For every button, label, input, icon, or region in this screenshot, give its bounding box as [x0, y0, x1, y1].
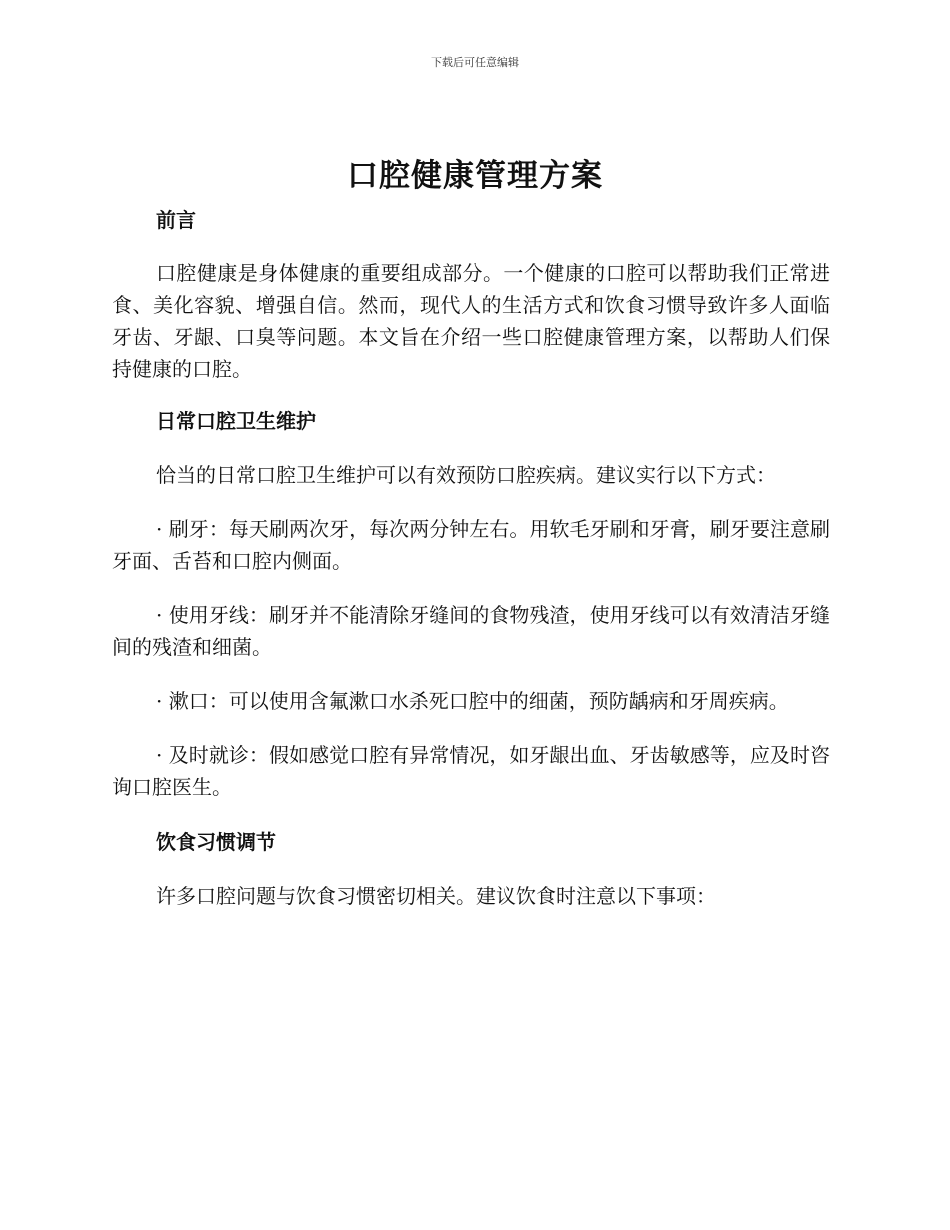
section-heading-daily-hygiene: 日常口腔卫生维护	[156, 409, 316, 433]
diet-intro: 许多口腔问题与饮食习惯密切相关。建议饮食时注意以下事项：	[156, 884, 716, 908]
section-heading-diet: 饮食习惯调节	[156, 830, 276, 854]
daily-hygiene-intro: 恰当的日常口腔卫生维护可以有效预防口腔疾病。建议实行以下方式：	[156, 463, 776, 487]
bullet-brushing: · 刷牙：每天刷两次牙，每次两分钟左右。用软毛牙刷和牙膏，刷牙要注意刷牙面、舌苔和口腔内侧面。	[112, 517, 830, 573]
document-title: 口腔健康管理方案	[347, 158, 603, 194]
bullet-mouthwash: · 漱口：可以使用含氟漱口水杀死口腔中的细菌，预防龋病和牙周疾病。	[156, 689, 789, 713]
header-note: 下载后可任意编辑	[431, 56, 519, 69]
bullet-flossing: · 使用牙线：刷牙并不能清除牙缝间的食物残渣，使用牙线可以有效清洁牙缝间的残渣和细菌。	[112, 603, 830, 659]
preface-paragraph: 口腔健康是身体健康的重要组成部分。一个健康的口腔可以帮助我们正常进食、美化容貌、增强自信。然而，现代人的生活方式和饮食习惯导致许多人面临牙齿、牙龈、口臭等问题。本文旨在介绍一些口腔健康管理方案，以帮助人们保持健康的口腔。	[112, 261, 830, 381]
document-body	[112, 200, 830, 912]
section-heading-preface: 前言	[156, 208, 196, 232]
bullet-see-doctor: · 及时就诊：假如感觉口腔有异常情况，如牙龈出血、牙齿敏感等，应及时咨询口腔医生。	[112, 743, 830, 799]
